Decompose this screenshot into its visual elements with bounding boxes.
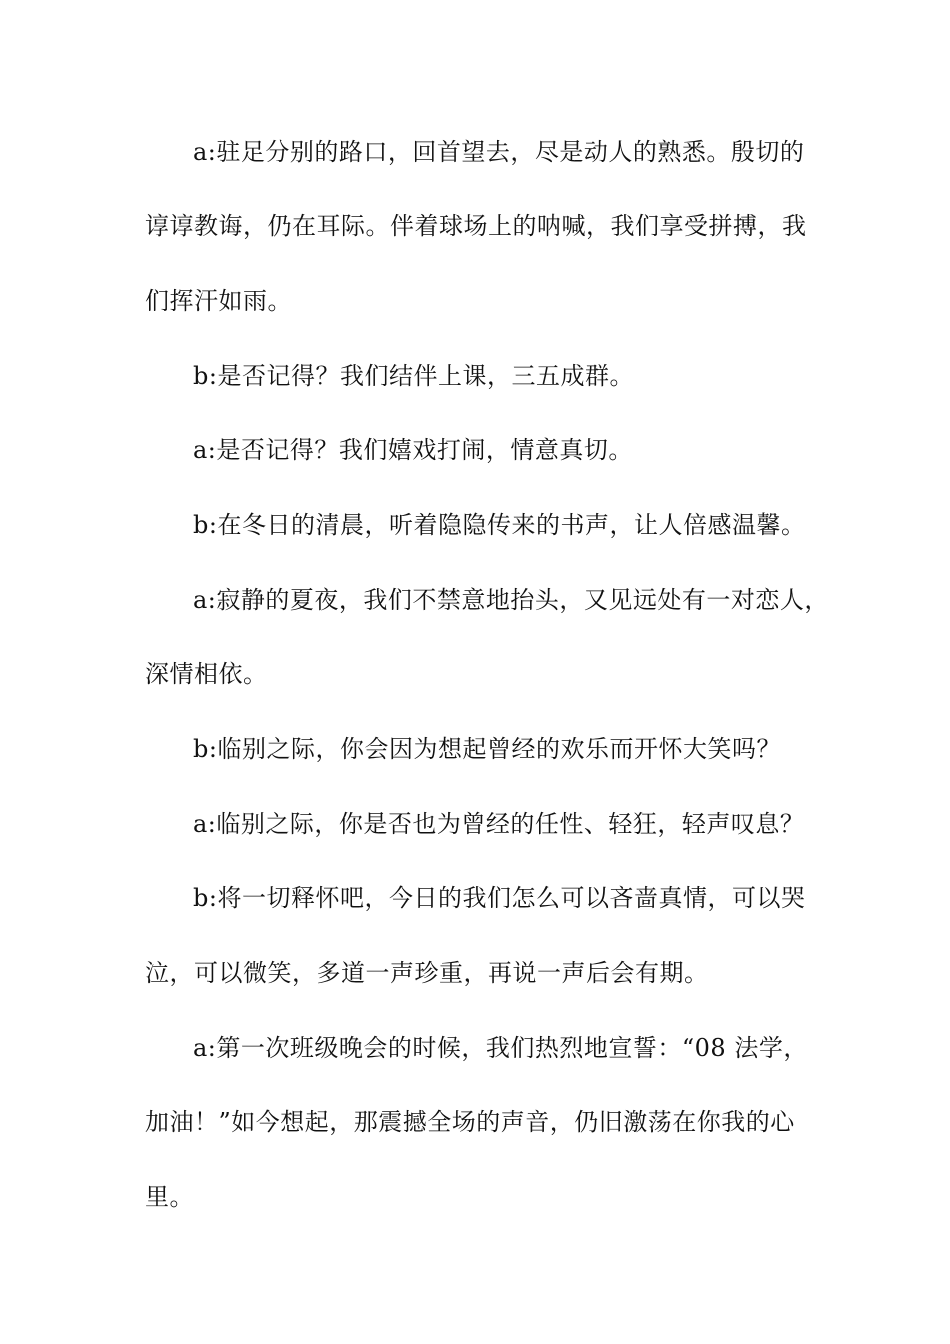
paragraph-5-line-1: a:寂静的夏夜，我们不禁意地抬头，又见远处有一对恋人， (193, 586, 829, 614)
paragraph-9-line-2: 加油！”如今想起，那震撼全场的声音，仍旧激荡在你我的心 (145, 1108, 795, 1136)
paragraph-3: a:是否记得？我们嬉戏打闹，情意真切。 (193, 436, 633, 464)
paragraph-6: b:临别之际，你会因为想起曾经的欢乐而开怀大笑吗？ (193, 735, 781, 763)
paragraph-7: a:临别之际，你是否也为曾经的任性、轻狂，轻声叹息？ (193, 810, 805, 838)
paragraph-9-line-3: 里。 (145, 1183, 194, 1211)
paragraph-4: b:在冬日的清晨，听着隐隐传来的书声，让人倍感温馨。 (193, 511, 806, 539)
paragraph-1-line-2: 谆谆教诲，仍在耳际。伴着球场上的呐喊，我们享受拼搏，我 (145, 212, 807, 240)
paragraph-1-line-1: a:驻足分别的路口，回首望去，尽是动人的熟悉。殷切的 (193, 138, 805, 166)
paragraph-8-line-1: b:将一切释怀吧，今日的我们怎么可以吝啬真情，可以哭 (193, 884, 806, 912)
paragraph-1-line-3: 们挥汗如雨。 (145, 287, 292, 315)
paragraph-2: b:是否记得？我们结伴上课，三五成群。 (193, 362, 634, 390)
paragraph-8-line-2: 泣，可以微笑，多道一声珍重，再说一声后会有期。 (145, 959, 709, 987)
paragraph-5-line-2: 深情相依。 (145, 660, 268, 688)
paragraph-9-line-1: a:第一次班级晚会的时候，我们热烈地宣誓：“08 法学， (193, 1034, 808, 1062)
